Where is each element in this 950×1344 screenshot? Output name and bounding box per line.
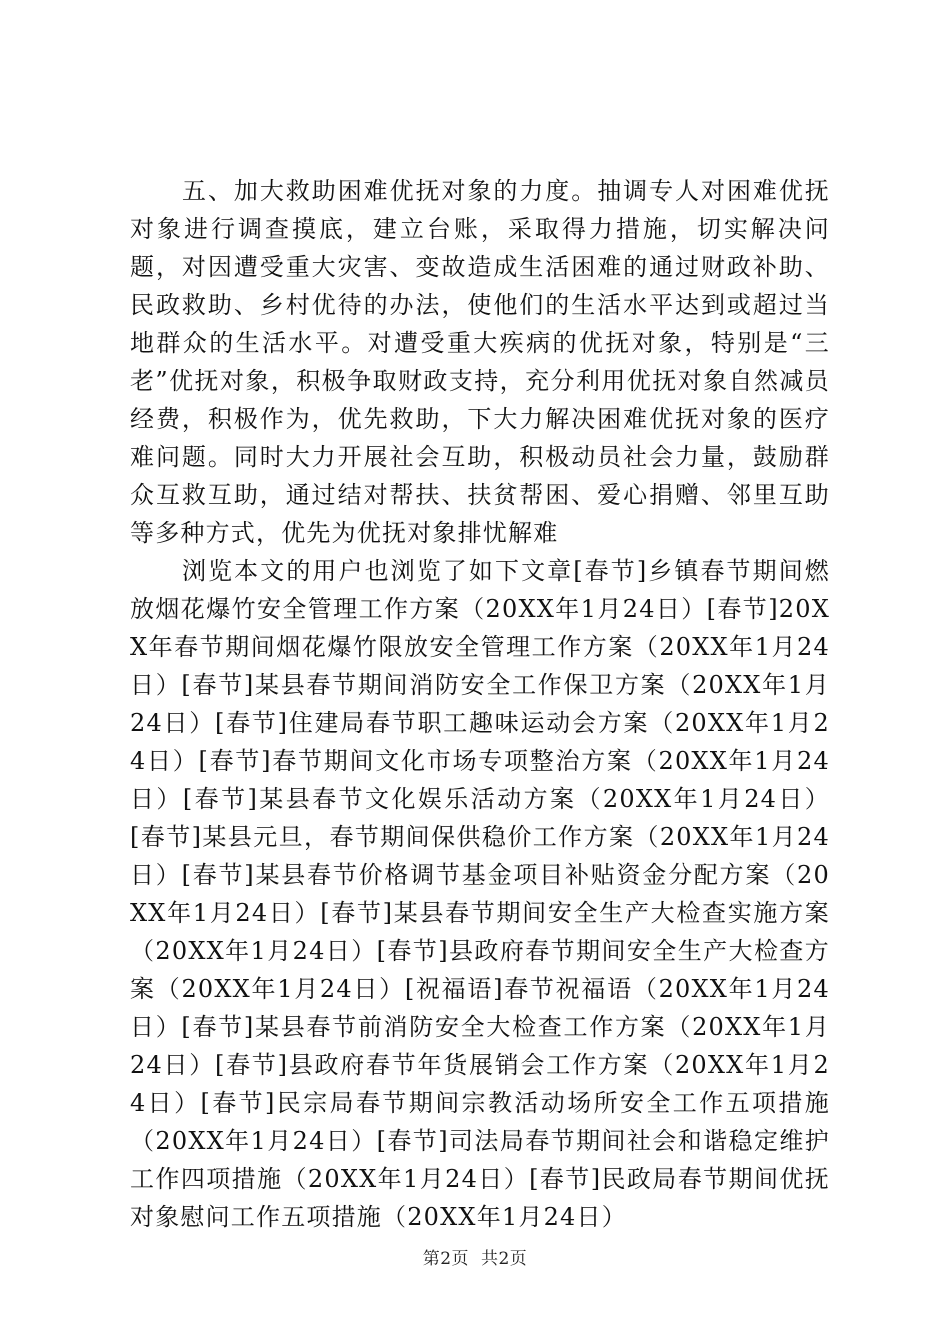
page-number: 第2页 bbox=[422, 1249, 470, 1269]
page-total: 共2页 bbox=[480, 1249, 528, 1269]
paragraph-related-articles: 浏览本文的用户也浏览了如下文章[春节]乡镇春节期间燃放烟花爆竹安全管理工作方案（20XX年1月24日）[春节]20XX年春节期间烟花爆竹限放安全管理工作方案（20XX年1月24日）[春节]某县春节期间消防安全工作保卫方案（20XX年1月24日）[春节]住建局春节职工趣味运动会方案（20XX年1月24日）[春节]春节期间文化市场专项整治方案（20XX年1月24日）[春节]某县春节文化娱乐活动方案（20XX年1月24日）[春节]某县元旦，春节期间保供稳价工作方案（20XX年1月24日）[春节]某县春节价格调节基金项目补贴资金分配方案（20XX年1月24日）[春节]某县春节期间安全生产大检查实施方案（20XX年1月24日）[春节]县政府春节期间安全生产大检查方案（20XX年1月24日）[祝福语]春节祝福语（20XX年1月24日）[春节]某县春节前消防安全大检查工作方案（20XX年1月24日）[春节]县政府春节年货展销会工作方案（20XX年1月24日）[春节]民宗局春节期间宗教活动场所安全工作五项措施（20XX年1月24日）[春节]司法局春节期间社会和谐稳定维护工作四项措施（20XX年1月24日）[春节]民政局春节期间优抚对象慰问工作五项措施（20XX年1月24日） bbox=[130, 557, 830, 1231]
page-footer bbox=[0, 1244, 950, 1269]
document-body bbox=[130, 172, 830, 1236]
paragraph-relief-measures: 五、加大救助困难优抚对象的力度。抽调专人对困难优抚对象进行调查摸底，建立台账，采取得力措施，切实解决问题，对因遭受重大灾害、变故造成生活困难的通过财政补助、民政救助、乡村优待的办法，使他们的生活水平达到或超过当地群众的生活水平。对遭受重大疾病的优抚对象，特别是“三老”优抚对象，积极争取财政支持，充分利用优抚对象自然减员经费，积极作为，优先救助，下大力解决困难优抚对象的医疗难问题。同时大力开展社会互助，积极动员社会力量，鼓励群众互救互助，通过结对帮扶、扶贫帮困、爱心捐赠、邻里互助等多种方式，优先为优抚对象排忧解难 bbox=[130, 177, 830, 547]
